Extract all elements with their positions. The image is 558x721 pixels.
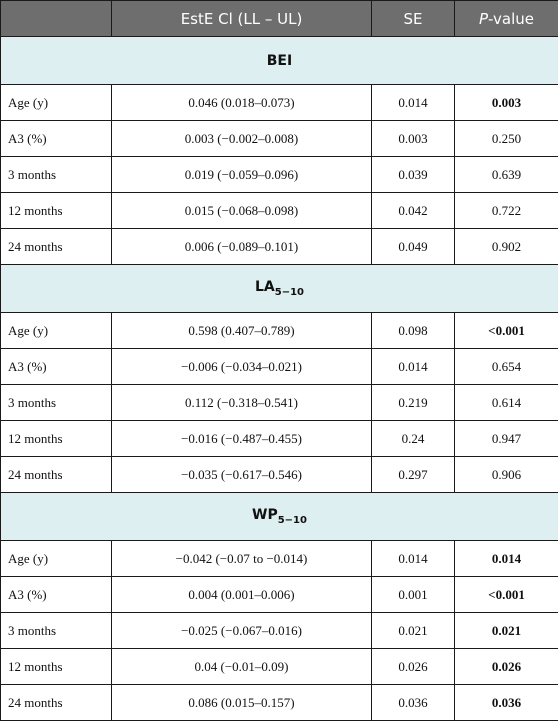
section-title-subscript: 5−10 bbox=[275, 287, 304, 298]
row-p-value: 0.654 bbox=[455, 349, 558, 385]
row-p-value: 0.021 bbox=[455, 613, 558, 649]
row-label: 24 months bbox=[1, 457, 112, 493]
row-estimate: 0.04 (−0.01–0.09) bbox=[112, 649, 372, 685]
section-title-text: BEI bbox=[267, 53, 292, 69]
header-p-rest: -value bbox=[488, 10, 534, 28]
row-estimate: 0.003 (−0.002–0.008) bbox=[112, 121, 372, 157]
row-label: Age (y) bbox=[1, 313, 112, 349]
table-row bbox=[1, 229, 558, 265]
section-header-row bbox=[1, 37, 558, 85]
row-p-value: <0.001 bbox=[455, 313, 558, 349]
row-label: 3 months bbox=[1, 613, 112, 649]
section-header-row bbox=[1, 493, 558, 541]
row-label: 12 months bbox=[1, 193, 112, 229]
row-p-value: 0.014 bbox=[455, 541, 558, 577]
row-label: Age (y) bbox=[1, 85, 112, 121]
row-estimate: 0.598 (0.407–0.789) bbox=[112, 313, 372, 349]
table-row bbox=[1, 85, 558, 121]
row-se: 0.098 bbox=[372, 313, 455, 349]
table-row bbox=[1, 541, 558, 577]
header-variable bbox=[1, 1, 112, 37]
row-se: 0.042 bbox=[372, 193, 455, 229]
row-estimate: 0.019 (−0.059–0.096) bbox=[112, 157, 372, 193]
header-p-italic: P bbox=[479, 10, 488, 28]
header-estimate-ci: EstE Cl (LL – UL) bbox=[112, 1, 372, 37]
row-se: 0.297 bbox=[372, 457, 455, 493]
section-title bbox=[1, 493, 558, 541]
row-label: A3 (%) bbox=[1, 577, 112, 613]
row-estimate: 0.004 (0.001–0.006) bbox=[112, 577, 372, 613]
table-row bbox=[1, 157, 558, 193]
row-estimate: 0.112 (−0.318–0.541) bbox=[112, 385, 372, 421]
row-label: 24 months bbox=[1, 229, 112, 265]
table-row bbox=[1, 121, 558, 157]
row-label: 24 months bbox=[1, 685, 112, 721]
row-se: 0.001 bbox=[372, 577, 455, 613]
row-se: 0.039 bbox=[372, 157, 455, 193]
row-p-value: 0.250 bbox=[455, 121, 558, 157]
table-row bbox=[1, 313, 558, 349]
row-se: 0.036 bbox=[372, 685, 455, 721]
row-label: 3 months bbox=[1, 385, 112, 421]
row-p-value: 0.003 bbox=[455, 85, 558, 121]
row-estimate: −0.042 (−0.07 to −0.014) bbox=[112, 541, 372, 577]
row-label: 3 months bbox=[1, 157, 112, 193]
row-se: 0.003 bbox=[372, 121, 455, 157]
table-row bbox=[1, 613, 558, 649]
section-title-text: LA bbox=[255, 279, 275, 295]
row-se: 0.014 bbox=[372, 85, 455, 121]
table-row bbox=[1, 385, 558, 421]
row-label: Age (y) bbox=[1, 541, 112, 577]
row-estimate: 0.086 (0.015–0.157) bbox=[112, 685, 372, 721]
table-row bbox=[1, 193, 558, 229]
row-se: 0.219 bbox=[372, 385, 455, 421]
row-estimate: −0.035 (−0.617–0.546) bbox=[112, 457, 372, 493]
section-title bbox=[1, 37, 558, 85]
row-p-value: 0.906 bbox=[455, 457, 558, 493]
table-row bbox=[1, 421, 558, 457]
row-estimate: 0.006 (−0.089–0.101) bbox=[112, 229, 372, 265]
section-title-subscript: 5−10 bbox=[278, 515, 307, 526]
row-p-value: 0.614 bbox=[455, 385, 558, 421]
row-label: 12 months bbox=[1, 421, 112, 457]
row-se: 0.014 bbox=[372, 349, 455, 385]
row-estimate: −0.016 (−0.487–0.455) bbox=[112, 421, 372, 457]
row-se: 0.014 bbox=[372, 541, 455, 577]
row-estimate: 0.015 (−0.068–0.098) bbox=[112, 193, 372, 229]
row-se: 0.24 bbox=[372, 421, 455, 457]
table-row bbox=[1, 577, 558, 613]
header-se: SE bbox=[372, 1, 455, 37]
row-p-value: 0.036 bbox=[455, 685, 558, 721]
header-p-value bbox=[455, 1, 558, 37]
header-row bbox=[1, 1, 558, 37]
row-p-value: 0.947 bbox=[455, 421, 558, 457]
section-title-text: WP bbox=[252, 507, 278, 523]
row-se: 0.049 bbox=[372, 229, 455, 265]
row-p-value: 0.639 bbox=[455, 157, 558, 193]
table-row bbox=[1, 649, 558, 685]
table-row bbox=[1, 349, 558, 385]
row-label: 12 months bbox=[1, 649, 112, 685]
table-row bbox=[1, 457, 558, 493]
row-label: A3 (%) bbox=[1, 121, 112, 157]
section-title bbox=[1, 265, 558, 313]
row-p-value: 0.722 bbox=[455, 193, 558, 229]
row-se: 0.026 bbox=[372, 649, 455, 685]
row-estimate: −0.006 (−0.034–0.021) bbox=[112, 349, 372, 385]
section-header-row bbox=[1, 265, 558, 313]
row-estimate: 0.046 (0.018–0.073) bbox=[112, 85, 372, 121]
row-p-value: 0.026 bbox=[455, 649, 558, 685]
row-label: A3 (%) bbox=[1, 349, 112, 385]
row-p-value: 0.902 bbox=[455, 229, 558, 265]
row-estimate: −0.025 (−0.067–0.016) bbox=[112, 613, 372, 649]
row-p-value: <0.001 bbox=[455, 577, 558, 613]
row-se: 0.021 bbox=[372, 613, 455, 649]
table-row bbox=[1, 685, 558, 721]
